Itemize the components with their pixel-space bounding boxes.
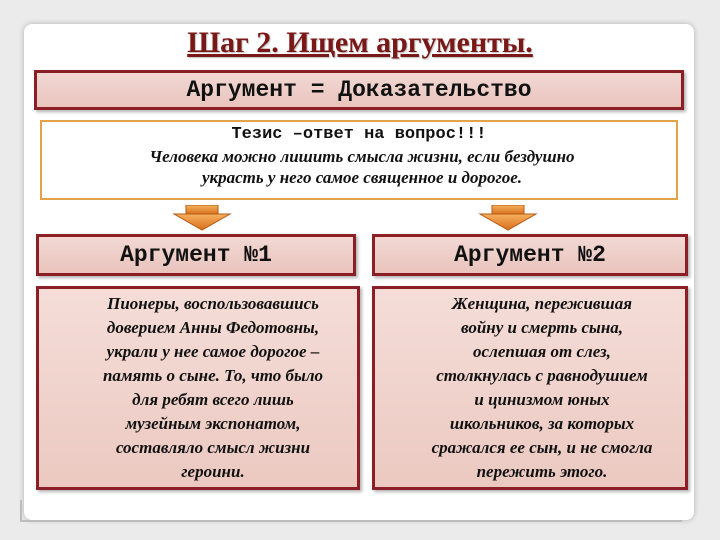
argument-line: память о сыне. То, что было: [102, 366, 324, 385]
slide-title: Шаг 2. Ищем аргументы.: [187, 26, 533, 59]
thesis-line: Человека можно лишить смысла жизни, если бездушно: [149, 147, 575, 166]
argument-line: сражался ее сын, и не смогла: [431, 438, 653, 457]
arrow-down-icon: [172, 205, 232, 231]
argument-line: музейным экспонатом,: [125, 414, 301, 433]
definition-banner: Аргумент = Доказательство: [34, 70, 684, 110]
argument-line: и цинизмом юных: [474, 390, 610, 409]
argument-line: составляло смысл жизни: [115, 438, 311, 457]
argument-line: Женщина, пережившая: [452, 294, 632, 313]
argument-line: для ребят всего лишь: [132, 390, 294, 409]
argument-2-heading: Аргумент №2: [372, 234, 688, 276]
argument-line: столкнулась с равнодушием: [436, 366, 648, 385]
argument-1-text: [38, 292, 388, 484]
argument-line: украли у нее самое дорогое –: [106, 342, 320, 361]
slide-frame-decoration: [20, 500, 682, 522]
thesis-heading: Тезис –ответ на вопрос!!!: [231, 125, 487, 144]
argument-2-text: [372, 292, 712, 484]
argument-1-heading: Аргумент №1: [36, 234, 356, 276]
argument-line: войну и смерть сына,: [460, 318, 624, 337]
argument-line: Пионеры, воспользовавшись: [107, 294, 319, 313]
argument-line: ослепшая от слез,: [473, 342, 611, 361]
argument-line: доверием Анны Федотовны,: [106, 318, 320, 337]
thesis-text: [2, 146, 720, 188]
argument-line: школьников, за которых: [449, 414, 635, 433]
thesis-line: украсть у него самое священное и дорогое.: [201, 168, 523, 187]
argument-line: героини.: [181, 462, 245, 481]
arrow-down-icon: [478, 205, 538, 231]
thesis-box: [40, 120, 678, 200]
argument-line: пережить этого.: [476, 462, 608, 481]
